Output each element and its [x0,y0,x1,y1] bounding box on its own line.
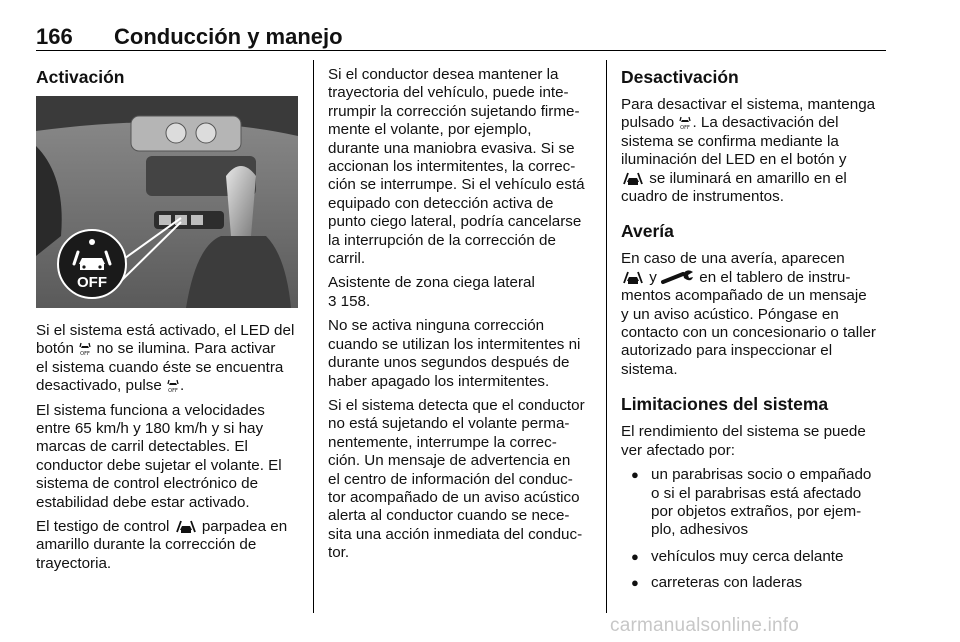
text-fragment: desactivado, pulse [36,377,162,395]
text-line: Si el sistema está activado, el LED del [36,322,295,339]
chapter-title: Conducción y manejo [114,24,343,49]
text-fragment: pulsado [621,114,675,132]
text-line: tor. [328,544,350,562]
text-fragment: botón [36,340,75,358]
text-line: Asistente de zona ciega lateral [328,274,535,292]
paragraph-deactivation [621,96,889,206]
paragraph-fault [621,250,889,379]
paragraph-blind-spot-reference [328,274,598,311]
section-heading-limitaciones: Limitaciones del sistema [621,394,829,415]
text-line: no está sujetando el volante perma- [328,415,570,433]
text-line: sistema. [621,360,678,378]
text-line: durante unos segundos después de [328,354,570,372]
text-line: cuadro de instrumentos. [621,188,784,206]
paragraph-control-light [36,518,308,573]
wrench-icon [661,269,695,285]
text-line: sistema de control electrónico de [36,475,259,493]
text-fragment: . [180,377,185,395]
text-line: El sistema funciona a velocidades [36,401,265,419]
text-line: ● un parabrisas socio o empañado [651,466,872,484]
paragraph-hands-off-warning [328,397,598,563]
text-line: cuando se utilizan los intermitentes ni [328,335,581,353]
paragraph-override [328,66,598,268]
lane-keep-off-icon [678,114,692,130]
text-line: sistema se confirma mediante la [621,132,839,150]
text-line: y un aviso acústico. Póngase en [621,305,839,323]
text-line: En caso de una avería, aparecen [621,250,845,268]
text-line: entre 65 km/h y 180 km/h y si hay [36,420,264,438]
section-heading-averia: Avería [621,221,674,242]
text-line: ● carreteras con laderas [651,574,803,592]
text-line: ver afectado por: [621,441,735,459]
text-line: alerta al conductor cuando se nece- [328,507,570,525]
header-rule [36,50,886,51]
text-line: mentos acompañado de un mensaje [621,287,867,305]
text-line: accionan los intermitentes, la correc- [328,158,576,176]
paragraph-turn-signals [328,317,598,391]
svg-text:OFF: OFF [680,125,691,131]
lane-keep-assist-icon [621,170,645,186]
text-line: haber apagado los intermitentes. [328,372,550,390]
paragraph-limitations-intro [621,423,889,460]
text-line: el centro de información del conduc- [328,470,573,488]
column-3 [621,66,889,601]
lane-keep-assist-icon [621,269,645,285]
column-divider-2 [606,60,607,613]
list-item [621,548,889,566]
text-line: conductor debe sujetar el volante. El [36,456,282,474]
list-item [621,466,889,540]
text-line: por objetos extraños, por ejem- [651,502,862,520]
column-1-text [36,322,308,579]
text-line: punto ciego lateral, podría cancelarse [328,213,582,231]
text-fragment: en el tablero de instru- [699,268,851,286]
svg-text:OFF: OFF [80,351,91,357]
watermark: carmanualsonline.info [610,615,800,636]
text-line: marcas de carril detectables. El [36,438,248,456]
text-line: El rendimiento del sistema se puede [621,423,866,441]
text-line: iluminación del LED en el botón y [621,151,847,169]
text-line: ● vehículos muy cerca delante [651,547,844,565]
text-line: ción se interrumpe. Si el vehículo está [328,176,585,194]
paragraph-speed-range [36,402,308,512]
page-number: 166 [36,24,73,49]
svg-text:OFF: OFF [168,388,178,394]
text-line: la interrupción de la corrección de [328,231,556,249]
text-line: Si el conductor desea mantener la [328,66,559,83]
text-line: o si el parabrisas está afectado [651,484,862,502]
section-heading-activacion: Activación [36,67,125,87]
text-line: carril. [328,250,366,268]
text-fragment: parpadea en [201,518,288,536]
lane-keep-off-icon [78,340,92,356]
text-line: sita una acción inmediata del conduc- [328,525,583,543]
text-line: nentemente, interrumpe la correc- [328,433,557,451]
section-heading-desactivacion: Desactivación [621,67,739,87]
text-fragment: no se ilumina. Para activar [96,340,276,358]
lane-keep-off-icon [166,377,180,393]
column-2 [328,66,598,569]
text-line: estabilidad debe estar activado. [36,493,250,511]
text-fragment: y [649,268,657,286]
text-fragment: . La desactivación del [692,114,839,132]
text-line: equipado con detección activa de [328,194,554,212]
text-line: rrumpir la corrección sujetando firme- [328,102,580,120]
text-line: durante una maniobra evasiva. Si se [328,139,575,157]
list-item [621,574,889,592]
dashboard-photo [36,96,298,308]
text-line: amarillo durante la corrección de [36,536,257,554]
lane-keep-assist-icon [174,518,198,534]
text-line: trayectoria del vehículo, puede inte- [328,84,569,102]
text-line: el sistema cuando éste se encuentra [36,358,284,376]
text-line: tor acompañado de un aviso acústico [328,488,580,506]
page-header [36,24,886,52]
text-line: No se activa ninguna corrección [328,317,545,335]
page-reference-link[interactable]: 3 158. [328,292,371,310]
text-fragment: El testigo de control [36,518,170,536]
text-line: trayectoria. [36,554,112,572]
text-line: Si el sistema detecta que el conductor [328,396,585,414]
column-1 [36,62,306,96]
column-divider-1 [313,60,314,613]
text-line: Para desactivar el sistema, mantenga [621,96,876,113]
limitations-list [621,466,889,592]
off-badge-label: OFF [77,274,107,291]
text-line: contacto con un concesionario o taller [621,324,876,342]
text-line: plo, adhesivos [651,521,749,539]
text-line: mente el volante, por ejemplo, [328,121,532,139]
text-fragment: se iluminará en amarillo en el [649,169,847,187]
text-line: ción. Un mensaje de advertencia en [328,452,571,470]
text-line: autorizado para inspeccionar el [621,342,833,360]
paragraph-activation-led [36,322,308,396]
